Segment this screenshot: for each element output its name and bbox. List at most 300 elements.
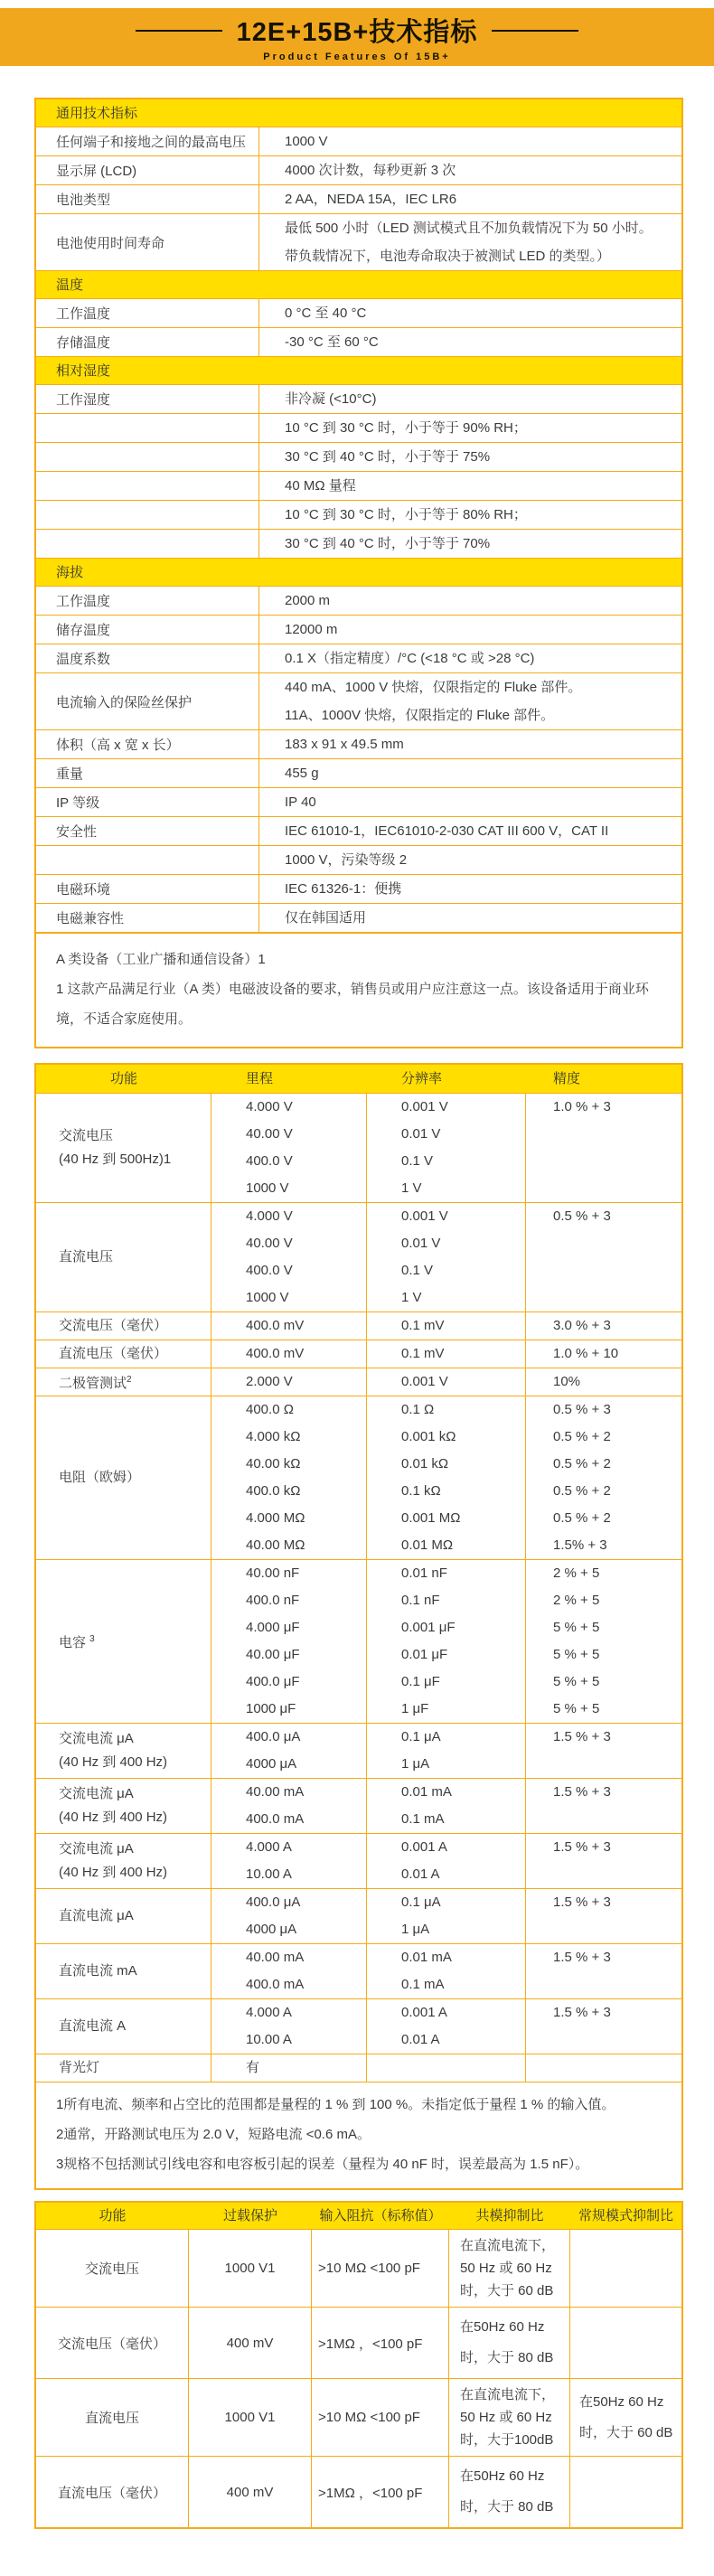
- footnote-line: A 类设备（工业广播和通信设备）1: [56, 952, 266, 967]
- row-label: 工作温度: [36, 299, 259, 327]
- impedance-header-row: [36, 2203, 681, 2230]
- cmrr-cell: [449, 2457, 570, 2527]
- resolution-value: 0.001 kΩ: [401, 1429, 456, 1444]
- spec-row: [36, 1779, 681, 1834]
- table-row: [36, 385, 681, 414]
- resolution-value: 0.1 kΩ: [401, 1483, 441, 1499]
- table-row: [36, 328, 681, 357]
- nmrr-cell: [570, 2457, 681, 2527]
- footnote-line: 1所有电流、频率和占空比的范围都是量程的 1 % 到 100 %。未指定低于量程 1 % 的输入值。: [56, 2097, 615, 2112]
- footnote-line: 3规格不包括测试引线电容和电容板引起的误差（量程为 40 nF 时，误差最高为 1.5 nF）。: [56, 2157, 589, 2172]
- input-impedance-value: >10 MΩ <100 pF: [318, 2261, 420, 2276]
- resolution-cell: [367, 1779, 526, 1833]
- table-row: [36, 530, 681, 559]
- accuracy-cell: [526, 1834, 681, 1888]
- accuracy-value: 1.5 % + 3: [553, 2005, 611, 2020]
- function-label: 电阻（欧姆）: [59, 1470, 141, 1485]
- section-header: 通用技术指标: [36, 99, 681, 127]
- resolution-value: 0.01 kΩ: [401, 1456, 449, 1471]
- table-row: [36, 587, 681, 616]
- row-value: [259, 385, 681, 413]
- range-value: 400.0 nF: [246, 1593, 300, 1608]
- accuracy-value: [553, 1751, 681, 1778]
- nmrr-value-line: 时，大于 60 dB: [579, 2424, 673, 2440]
- function-cell: [36, 2054, 211, 2082]
- resolution-value: 1 V: [401, 1180, 422, 1196]
- spec-footnotes: [36, 2082, 681, 2188]
- range-cell: [211, 1944, 367, 1998]
- resolution-value: [401, 2054, 525, 2082]
- value-line: 440 mA、1000 V 快熔，仅限指定的 Fluke 部件。: [285, 680, 582, 695]
- nmrr-cell: [570, 2308, 681, 2378]
- resolution-cell: [367, 2054, 526, 2082]
- row-label: 存储温度: [36, 328, 259, 356]
- range-value: 4.000 MΩ: [246, 1510, 305, 1526]
- accuracy-value: 5 % + 5: [553, 1674, 600, 1689]
- value-line: 2 AA，NEDA 15A，IEC LR6: [285, 192, 457, 207]
- footnote-superscript: 3: [89, 1634, 95, 1644]
- function-cell: [36, 1340, 211, 1368]
- impedance-row: [36, 2379, 681, 2457]
- value-line: 30 °C 到 40 °C 时，小于等于 75%: [285, 449, 491, 465]
- accuracy-cell: [526, 1779, 681, 1833]
- table-row: [36, 817, 681, 846]
- range-value: 400.0 V: [246, 1153, 293, 1169]
- range-cell: [211, 1999, 367, 2054]
- row-label: 工作温度: [36, 587, 259, 615]
- range-cell: [211, 1094, 367, 1202]
- range-value: 400.0 mV: [246, 1346, 305, 1361]
- resolution-value: 0.1 Ω: [401, 1402, 435, 1417]
- function-cell: [36, 1834, 211, 1888]
- page-title: 12E+15B+技术指标: [236, 18, 478, 47]
- table-row: [36, 644, 681, 673]
- resolution-value: 0.1 mV: [401, 1346, 445, 1361]
- title-dash-right: [492, 30, 578, 32]
- cmrr-value-line: 在50Hz 60 Hz: [460, 2468, 545, 2484]
- resolution-cell: [367, 1999, 526, 2054]
- range-cell: [211, 1889, 367, 1943]
- accuracy-value: [553, 1861, 681, 1888]
- spec-row: [36, 1368, 681, 1396]
- range-value: 400.0 μA: [246, 1894, 301, 1910]
- function-cell: [36, 1999, 211, 2054]
- accuracy-cell: [526, 1340, 681, 1368]
- cmrr-cell: [449, 2308, 570, 2378]
- accuracy-value: 5 % + 5: [553, 1620, 600, 1635]
- range-cell: [211, 2054, 367, 2082]
- range-value: 40.00 V: [246, 1236, 293, 1251]
- overload-protection-cell: [189, 2308, 312, 2378]
- resolution-value: 0.1 nF: [401, 1593, 440, 1608]
- spec-row: [36, 1094, 681, 1203]
- range-value: 40.00 kΩ: [246, 1456, 301, 1471]
- row-value: [259, 156, 681, 184]
- column-header: 精度: [553, 1071, 581, 1086]
- spec-row: [36, 2054, 681, 2082]
- value-line: 最低 500 小时（LED 测试模式且不加负载情况下为 50 小时。: [285, 221, 653, 236]
- impedance-row: [36, 2308, 681, 2379]
- section-header: 相对湿度: [36, 357, 681, 385]
- function-cell: [36, 1560, 211, 1723]
- accuracy-value: 0.5 % + 3: [553, 1402, 611, 1417]
- range-value: 400.0 V: [246, 1263, 293, 1278]
- spec-row: [36, 1203, 681, 1312]
- cmrr-value-line: 在直流电流下，: [460, 2387, 556, 2402]
- accuracy-value: 1.5 % + 3: [553, 1950, 611, 1965]
- nmrr-cell: [570, 2230, 681, 2307]
- row-value: [259, 472, 681, 500]
- row-value: [259, 443, 681, 471]
- resolution-cell: [367, 1203, 526, 1312]
- table-row: [36, 759, 681, 788]
- row-label: IP 等级: [36, 788, 259, 816]
- resolution-value: 0.01 V: [401, 1126, 441, 1142]
- resolution-value: 1 μF: [401, 1701, 429, 1716]
- value-line: 12000 m: [285, 622, 338, 637]
- range-value: 1000 V: [246, 1180, 289, 1196]
- function-label: 交流电压（毫伏）: [57, 2336, 166, 2352]
- range-value: 400.0 mA: [246, 1977, 305, 1992]
- resolution-cell: [367, 1094, 526, 1202]
- resolution-value: 0.01 MΩ: [401, 1537, 454, 1553]
- accuracy-value: 1.0 % + 10: [553, 1346, 619, 1361]
- table-row: [36, 299, 681, 328]
- table-row: [36, 904, 681, 933]
- range-value: 1000 V: [246, 1290, 289, 1305]
- function-cell: [36, 2379, 189, 2456]
- function-label: (40 Hz 到 400 Hz): [59, 1865, 168, 1880]
- accuracy-value: [553, 1284, 681, 1312]
- cmrr-value-line: 时，大于100dB: [460, 2432, 554, 2448]
- column-header: 输入阻抗（标称值）: [319, 2208, 442, 2223]
- accuracy-cell: [526, 1999, 681, 2054]
- range-value: 4000 μA: [246, 1756, 297, 1772]
- resolution-value: 0.01 V: [401, 1236, 441, 1251]
- cmrr-value-line: 时，大于 80 dB: [460, 2499, 554, 2515]
- range-value: 400.0 kΩ: [246, 1483, 301, 1499]
- range-cell: [211, 1724, 367, 1778]
- accuracy-value: 5 % + 5: [553, 1647, 600, 1662]
- resolution-value: 0.01 A: [401, 1866, 440, 1882]
- cmrr-cell: [449, 2379, 570, 2456]
- range-value: 40.00 MΩ: [246, 1537, 305, 1553]
- accuracy-cell: [526, 1560, 681, 1723]
- value-line: 11A、1000V 快熔，仅限指定的 Fluke 部件。: [285, 708, 555, 723]
- resolution-value: 0.1 mA: [401, 1811, 445, 1827]
- range-value: 有: [246, 2060, 260, 2075]
- table-row: [36, 443, 681, 472]
- row-value: [259, 127, 681, 155]
- resolution-value: 0.001 V: [401, 1374, 448, 1389]
- value-line: 0.1 X（指定精度）/°C (<18 °C 或 >28 °C): [285, 651, 535, 666]
- range-value: 40.00 μF: [246, 1647, 300, 1662]
- column-header: 功能: [99, 2208, 127, 2223]
- cmrr-value-line: 50 Hz 或 60 Hz: [460, 2410, 552, 2425]
- function-cell: [36, 2457, 189, 2527]
- banner-title-row: [136, 12, 579, 49]
- resolution-cell: [367, 1396, 526, 1559]
- input-impedance-cell: [312, 2457, 449, 2527]
- column-header: 过载保护: [222, 2208, 277, 2223]
- resolution-cell: [367, 1340, 526, 1368]
- resolution-value: 0.01 A: [401, 2032, 440, 2047]
- function-cell: [36, 1779, 211, 1833]
- accuracy-value: 1.5% + 3: [553, 1537, 607, 1553]
- accuracy-value: 5 % + 5: [553, 1701, 600, 1716]
- value-line: 仅在韩国适用: [285, 910, 367, 926]
- function-label: 交流电流 μA: [59, 1786, 134, 1801]
- resolution-value: 0.001 A: [401, 2005, 447, 2020]
- range-value: 400.0 mV: [246, 1318, 305, 1333]
- page-subtitle: Product Features Of 15B+: [263, 52, 451, 62]
- function-label: 二极管测试$^2$: [59, 1375, 132, 1391]
- range-value: 40.00 mA: [246, 1784, 305, 1800]
- function-label: 交流电压: [84, 2261, 139, 2277]
- overload-protection-value: 400 mV: [226, 2335, 274, 2351]
- row-label: [36, 443, 259, 471]
- accuracy-value: 0.5 % + 2: [553, 1510, 611, 1526]
- value-line: 1000 V，污染等级 2: [285, 852, 408, 868]
- range-value: 4.000 kΩ: [246, 1429, 301, 1444]
- section-header: 海拔: [36, 559, 681, 587]
- row-label: 任何端子和接地之间的最高电压: [36, 127, 259, 155]
- footnote-line: 1 这款产品满足行业（A 类）电磁波设备的要求，销售员或用户应注意这一点。该设备适用于商业环境，不适合家庭使用。: [56, 982, 649, 1027]
- range-value: 4.000 V: [246, 1208, 293, 1224]
- accuracy-cell: [526, 1368, 681, 1396]
- range-value: 4000 μA: [246, 1922, 297, 1937]
- impedance-specs-table: [34, 2201, 683, 2529]
- table-row: [36, 730, 681, 759]
- table-row: [36, 414, 681, 443]
- overload-protection-cell: [189, 2379, 312, 2456]
- resolution-cell: [367, 1834, 526, 1888]
- table-row: [36, 846, 681, 875]
- accuracy-value: 2 % + 5: [553, 1593, 600, 1608]
- range-value: 40.00 mA: [246, 1950, 305, 1965]
- function-cell: [36, 2308, 189, 2378]
- function-cell: [36, 1396, 211, 1559]
- table-row: [36, 472, 681, 501]
- range-value: 400.0 μA: [246, 1729, 301, 1744]
- column-header: 常规模式抑制比: [578, 2208, 673, 2223]
- accuracy-value: 2 % + 5: [553, 1565, 600, 1581]
- range-value: 4.000 A: [246, 1839, 292, 1855]
- table-row: [36, 501, 681, 530]
- column-header: 功能: [109, 1071, 137, 1086]
- row-label: 电池使用时间寿命: [36, 214, 259, 270]
- range-cell: [211, 1834, 367, 1888]
- range-value: 4.000 V: [246, 1099, 293, 1114]
- resolution-cell: [367, 1368, 526, 1396]
- resolution-value: 1 μA: [401, 1756, 430, 1772]
- overload-protection-cell: [189, 2230, 312, 2307]
- row-value: [259, 788, 681, 816]
- resolution-value: 0.01 μF: [401, 1647, 448, 1662]
- accuracy-value: [553, 1175, 681, 1202]
- cmrr-value-line: 时，大于 60 dB: [460, 2283, 554, 2299]
- row-value: [259, 328, 681, 356]
- value-line: -30 °C 至 60 °C: [285, 334, 379, 350]
- accuracy-value: [553, 2026, 681, 2054]
- row-value: [259, 759, 681, 787]
- range-cell: [211, 1368, 367, 1396]
- section-header: 温度: [36, 271, 681, 299]
- cmrr-cell: [449, 2230, 570, 2307]
- resolution-value: 0.01 mA: [401, 1784, 452, 1800]
- accuracy-value: 1.5 % + 3: [553, 1894, 611, 1910]
- input-impedance-cell: [312, 2230, 449, 2307]
- input-impedance-value: >10 MΩ <100 pF: [318, 2410, 420, 2425]
- overload-protection-value: 1000 V1: [224, 2261, 276, 2276]
- value-line: IEC 61010-1，IEC61010-2-030 CAT III 600 V，CAT II: [285, 823, 609, 839]
- accuracy-value: [553, 2054, 681, 2082]
- accuracy-cell: [526, 1094, 681, 1202]
- range-value: 10.00 A: [246, 2032, 292, 2047]
- accuracy-value: 1.5 % + 3: [553, 1729, 611, 1744]
- resolution-value: 0.01 mA: [401, 1950, 452, 1965]
- row-label: 电流输入的保险丝保护: [36, 673, 259, 729]
- spec-header-row: [36, 1065, 681, 1094]
- value-line: 4000 次计数，每秒更新 3 次: [285, 163, 456, 178]
- resolution-value: 0.1 μA: [401, 1894, 441, 1910]
- row-value: [259, 299, 681, 327]
- spec-row: [36, 1834, 681, 1889]
- accuracy-value: [553, 1148, 681, 1175]
- column-header: 分辨率: [401, 1071, 443, 1086]
- range-value: 40.00 V: [246, 1126, 293, 1142]
- value-line: 10 °C 到 30 °C 时，小于等于 90% RH；: [285, 420, 527, 436]
- cmrr-value-line: 时，大于 80 dB: [460, 2350, 554, 2365]
- function-cell: [36, 1889, 211, 1943]
- row-value: [259, 185, 681, 213]
- row-label: 重量: [36, 759, 259, 787]
- row-label: 电池类型: [36, 185, 259, 213]
- function-cell: [36, 1368, 211, 1396]
- resolution-value: 1 V: [401, 1290, 422, 1305]
- spec-row: [36, 1944, 681, 1999]
- accuracy-value: [553, 1806, 681, 1833]
- range-cell: [211, 1396, 367, 1559]
- accuracy-value: [553, 1257, 681, 1284]
- general-specs-table: [34, 98, 683, 1048]
- title-dash-left: [136, 30, 222, 32]
- row-value: [259, 414, 681, 442]
- function-label: 直流电压: [59, 1249, 114, 1264]
- accuracy-cell: [526, 2054, 681, 2082]
- row-value: [259, 501, 681, 529]
- range-cell: [211, 1560, 367, 1723]
- spec-row: [36, 1999, 681, 2054]
- range-value: 4.000 A: [246, 2005, 292, 2020]
- value-line: 455 g: [285, 766, 319, 781]
- function-label: 电容 $^3$: [59, 1634, 95, 1650]
- value-line: 183 x 91 x 49.5 mm: [285, 737, 404, 752]
- function-label: 直流电压（毫伏）: [59, 1346, 168, 1361]
- row-label: 电磁环境: [36, 875, 259, 903]
- function-label: 交流电流 μA: [59, 1731, 134, 1746]
- resolution-value: 0.001 V: [401, 1099, 448, 1114]
- row-label: 储存温度: [36, 616, 259, 644]
- range-value: 400.0 mA: [246, 1811, 305, 1827]
- row-value: [259, 616, 681, 644]
- row-label: [36, 501, 259, 529]
- column-header: 共模抑制比: [475, 2208, 544, 2223]
- row-value: [259, 530, 681, 558]
- function-label: 直流电流 μA: [59, 1908, 134, 1923]
- resolution-cell: [367, 1944, 526, 1998]
- cmrr-value-line: 在直流电流下，: [460, 2238, 556, 2253]
- function-label: 直流电流 A: [59, 2018, 127, 2034]
- range-cell: [211, 1312, 367, 1340]
- row-value: [259, 730, 681, 758]
- table-row: [36, 185, 681, 214]
- resolution-value: 0.1 V: [401, 1153, 434, 1169]
- table-row: [36, 127, 681, 156]
- footnote-line: 2通常，开路测试电压为 2.0 V，短路电流 <0.6 mA。: [56, 2127, 371, 2142]
- accuracy-value: 0.5 % + 2: [553, 1429, 611, 1444]
- value-line: 1000 V: [285, 134, 328, 149]
- accuracy-value: [553, 1230, 681, 1257]
- range-cell: [211, 1340, 367, 1368]
- row-label: 安全性: [36, 817, 259, 845]
- value-line: IEC 61326-1：便携: [285, 881, 402, 897]
- spec-row: [36, 1560, 681, 1724]
- function-label: 交流电压（毫伏）: [59, 1318, 168, 1333]
- value-line: 30 °C 到 40 °C 时，小于等于 70%: [285, 536, 491, 551]
- overload-protection-cell: [189, 2457, 312, 2527]
- resolution-cell: [367, 1560, 526, 1723]
- resolution-value: 0.1 μF: [401, 1674, 440, 1689]
- resolution-value: 0.1 mA: [401, 1977, 445, 1992]
- row-label: [36, 414, 259, 442]
- range-value: 40.00 nF: [246, 1565, 300, 1581]
- row-label: 体积（高 x 宽 x 长）: [36, 730, 259, 758]
- resolution-value: 0.001 MΩ: [401, 1510, 461, 1526]
- spec-row: [36, 1724, 681, 1779]
- accuracy-cell: [526, 1889, 681, 1943]
- row-value: [259, 673, 681, 729]
- accuracy-value: [553, 1971, 681, 1998]
- range-value: 4.000 μF: [246, 1620, 300, 1635]
- range-cell: [211, 1203, 367, 1312]
- resolution-value: 0.01 nF: [401, 1565, 447, 1581]
- row-label: 显示屏 (LCD): [36, 156, 259, 184]
- resolution-value: 1 μA: [401, 1922, 430, 1937]
- value-line: 2000 m: [285, 593, 331, 608]
- table-row: [36, 875, 681, 904]
- accuracy-value: 1.5 % + 3: [553, 1839, 611, 1855]
- accuracy-value: [553, 1121, 681, 1148]
- function-cell: [36, 1203, 211, 1312]
- spec-row: [36, 1312, 681, 1340]
- input-impedance-cell: [312, 2308, 449, 2378]
- accuracy-cell: [526, 1724, 681, 1778]
- function-label: 背光灯: [59, 2060, 100, 2075]
- nmrr-cell: [570, 2379, 681, 2456]
- table-row: [36, 156, 681, 185]
- function-label: (40 Hz 到 500Hz)1: [59, 1152, 172, 1167]
- overload-protection-value: 1000 V1: [224, 2410, 276, 2425]
- cmrr-value-line: 在50Hz 60 Hz: [460, 2319, 545, 2335]
- accuracy-value: 1.5 % + 3: [553, 1784, 611, 1800]
- range-value: 400.0 μF: [246, 1674, 300, 1689]
- range-value: 400.0 Ω: [246, 1402, 294, 1417]
- accuracy-value: 1.0 % + 3: [553, 1099, 611, 1114]
- accuracy-value: [553, 1916, 681, 1943]
- title-banner: [0, 8, 714, 66]
- table-row: [36, 616, 681, 644]
